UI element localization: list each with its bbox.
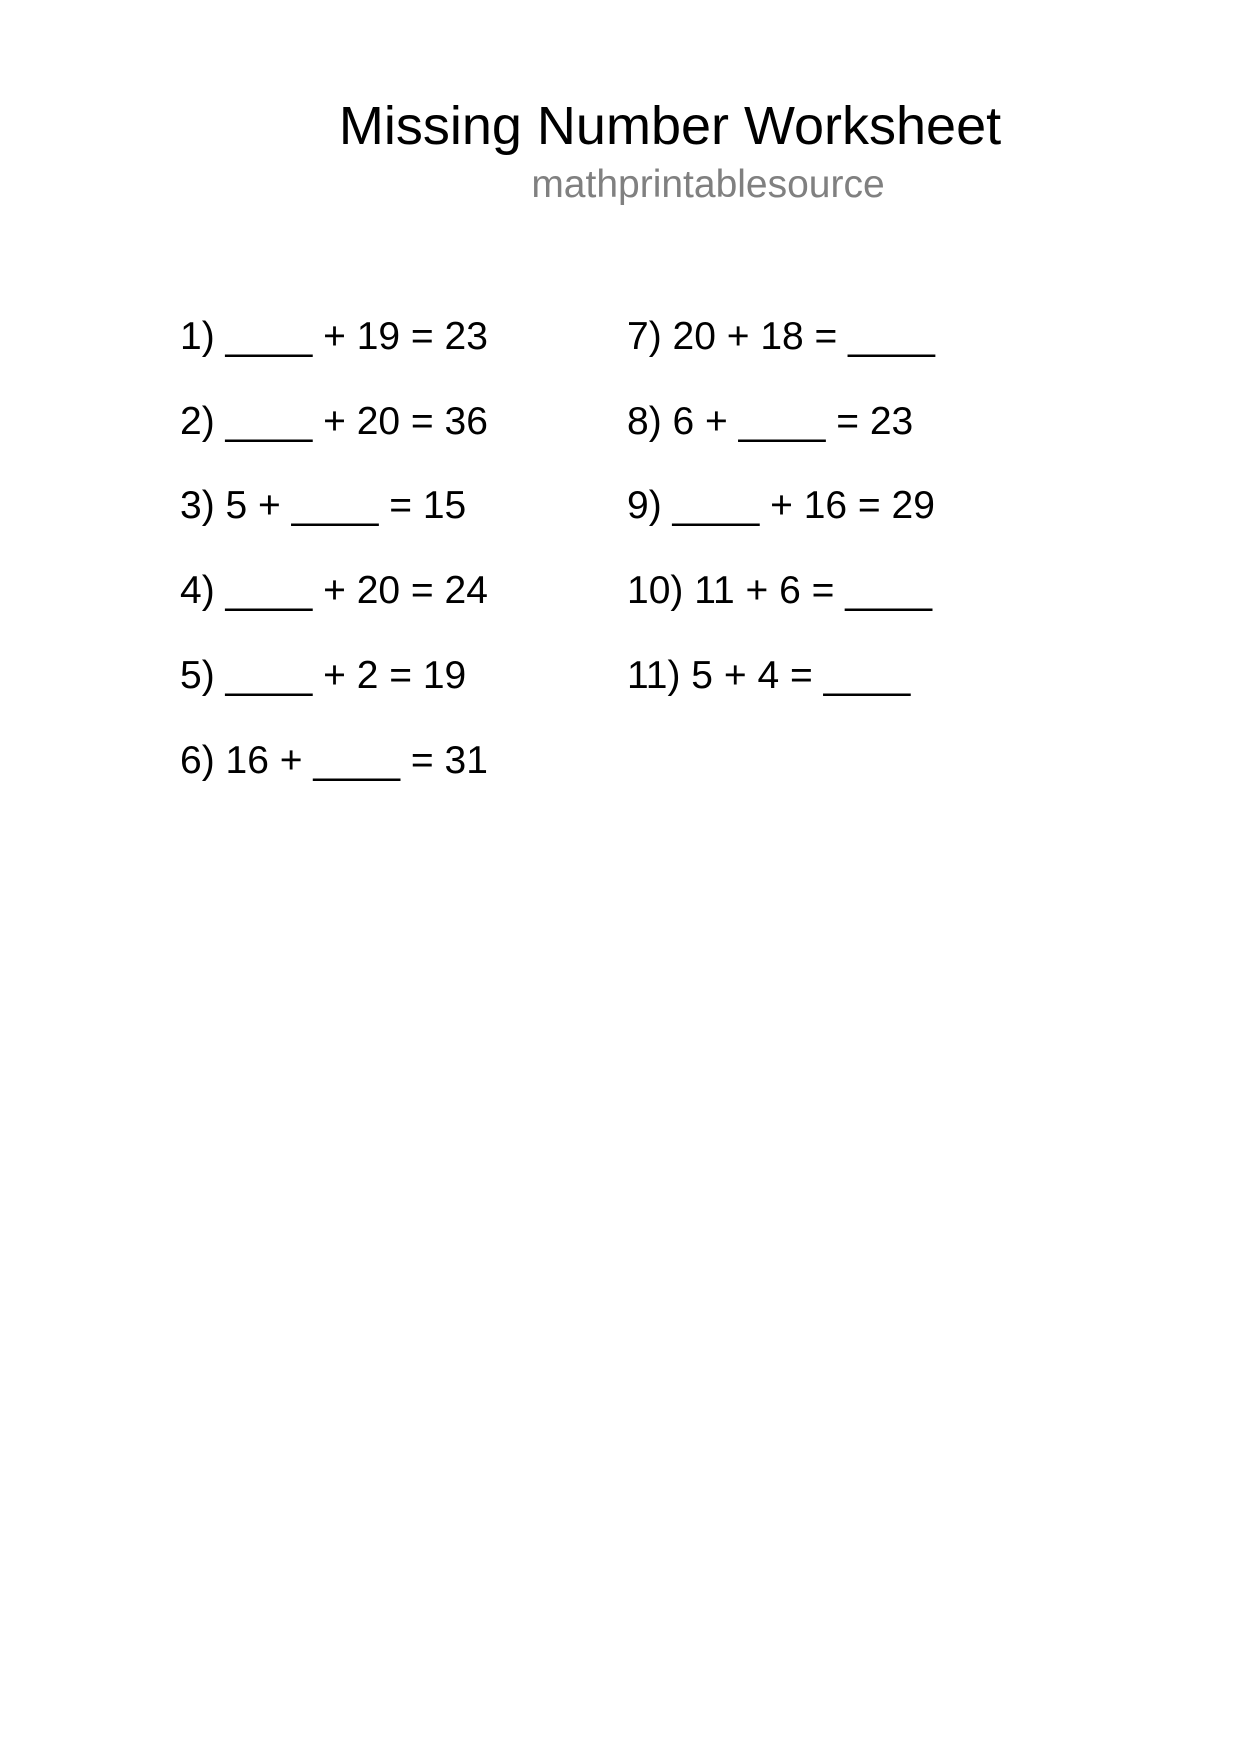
problem-10: 10) 11 + 6 = ____ [627, 569, 933, 612]
problem-2: 2) ____ + 20 = 36 [180, 400, 488, 443]
problem-4: 4) ____ + 20 = 24 [180, 569, 488, 612]
problem-8: 8) 6 + ____ = 23 [627, 400, 914, 443]
problem-11: 11) 5 + 4 = ____ [627, 654, 911, 697]
page-subtitle: mathprintablesource [531, 163, 885, 206]
problem-9: 9) ____ + 16 = 29 [627, 484, 935, 527]
problem-6: 6) 16 + ____ = 31 [180, 739, 488, 782]
problem-5: 5) ____ + 2 = 19 [180, 654, 467, 697]
problem-3: 3) 5 + ____ = 15 [180, 484, 467, 527]
problem-7: 7) 20 + 18 = ____ [627, 315, 935, 358]
page-title: Missing Number Worksheet [338, 96, 1002, 156]
problem-1: 1) ____ + 19 = 23 [180, 315, 488, 358]
